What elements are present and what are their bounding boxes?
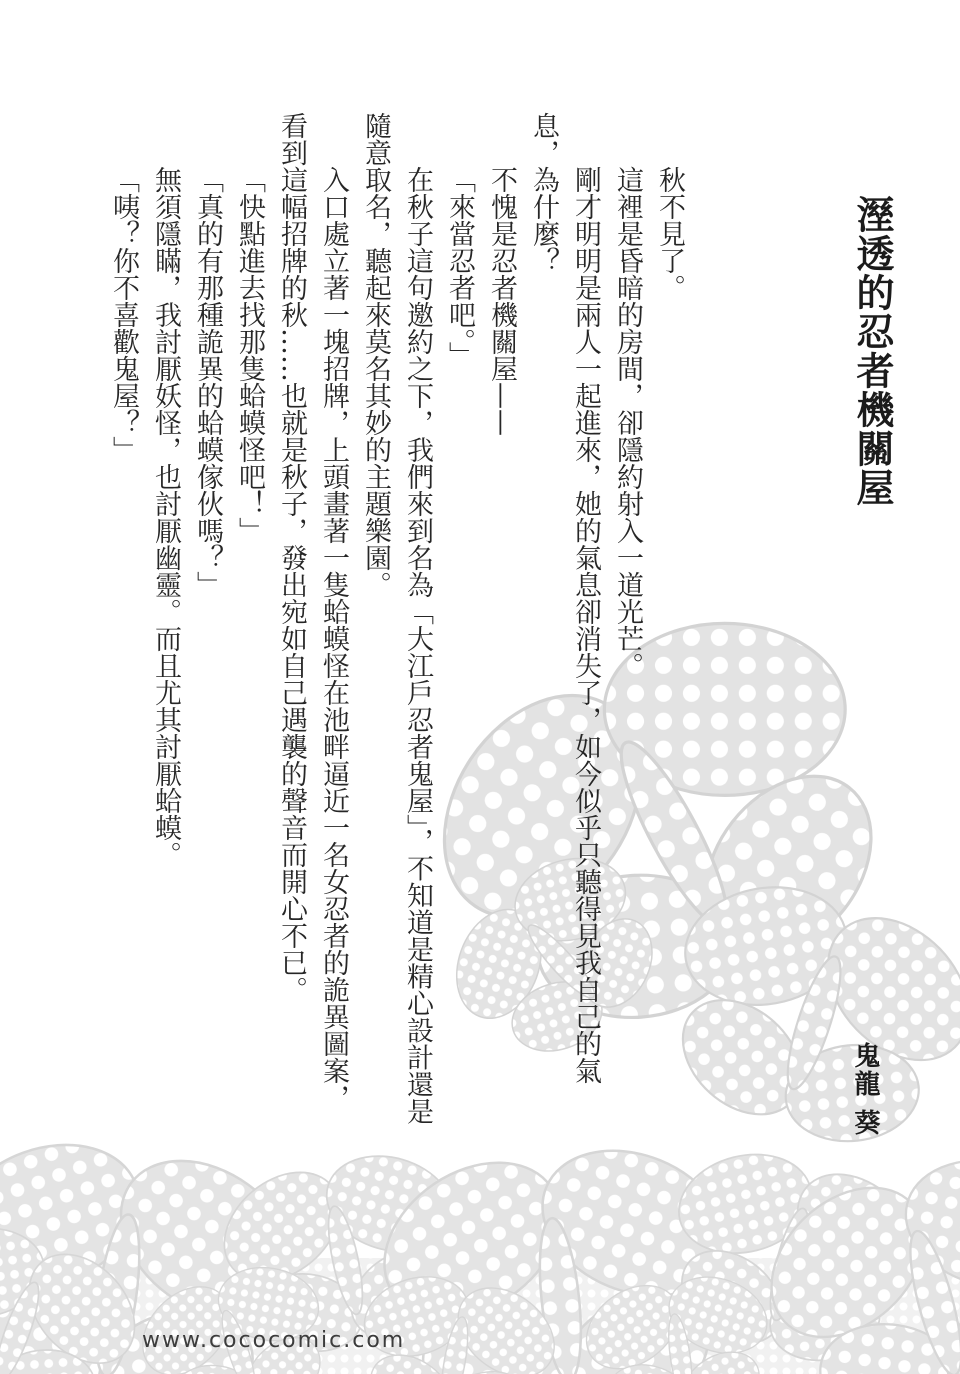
paragraph: 這裡是昏暗的房間，卻隱約射入一道光芒。 (612, 166, 643, 679)
paragraph: 剛才明明是兩人一起進來，她的氣息卻消失了，如今似乎只聽得見我自己的氣息，為什麼？ (528, 112, 601, 1084)
chapter-title: 溼透的忍者機關屋 (850, 195, 895, 507)
paragraph: 「來當忍者吧。」 (444, 166, 475, 369)
body-text (102, 112, 690, 1134)
paragraph: 不愧是忍者機關屋—— (486, 166, 517, 436)
watermark: www.cococomic.com (142, 1328, 406, 1353)
paragraph: 入口處立著一塊招牌，上頭畫著一隻蛤蟆怪在池畔逼近一名女忍者的詭異圖案，看到這幅招牌的秋……也就是秋子，發出宛如自己遇襲的聲音而開心不已。 (276, 112, 349, 1111)
author-name: 鬼龍 葵 (850, 1042, 880, 1138)
paragraph: 無須隱瞞，我討厭妖怪，也討厭幽靈。而且尤其討厭蛤蟆。 (150, 166, 181, 868)
paragraph: 「快點進去找那隻蛤蟆怪吧！」 (234, 166, 265, 544)
paragraph: 「咦？你不喜歡鬼屋？」 (108, 166, 139, 463)
paragraph: 秋不見了。 (654, 166, 685, 301)
paragraph: 「真的有那種詭異的蛤蟆傢伙嗎？」 (192, 166, 223, 598)
paragraph: 在秋子這句邀約之下，我們來到名為「大江戶忍者鬼屋」，不知道是精心設計還是隨意取名，聽起來莫名其妙的主題樂園。 (360, 112, 433, 1125)
